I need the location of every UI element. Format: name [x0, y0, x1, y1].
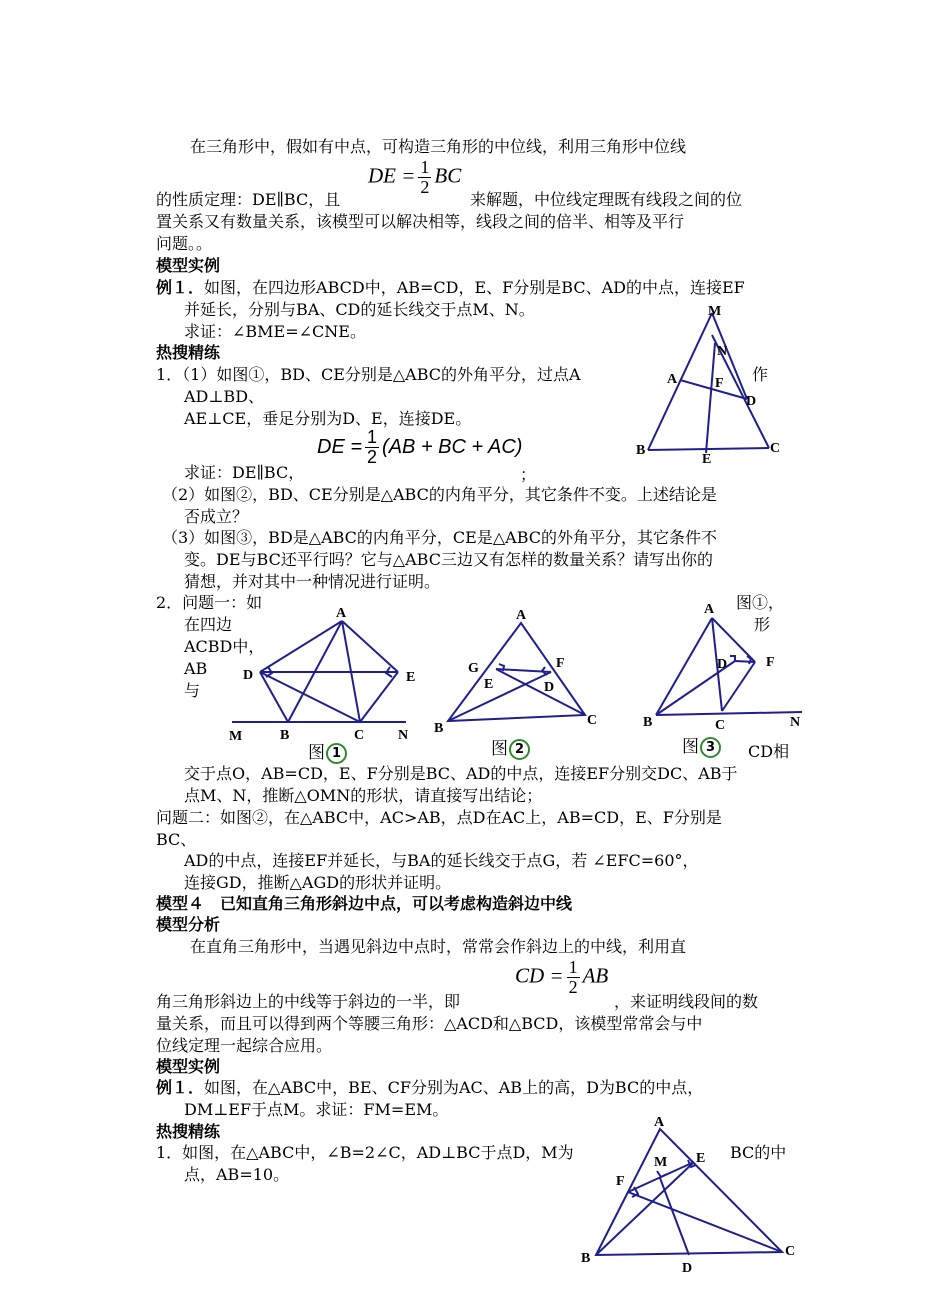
- model4-practice-heading: 热搜精练: [156, 1122, 221, 1141]
- label-C: C: [715, 718, 726, 733]
- q2-line-f: 连接GD，推断△AGD的形状并证明。: [184, 873, 452, 892]
- q2-fragment-b: 在四边: [184, 615, 233, 634]
- model4-example-heading: 模型实例: [156, 1057, 221, 1076]
- practice-1-line-3: AE⊥CE，垂足分别为D、E，连接DE。: [184, 409, 472, 428]
- figure-3-triangle: [640, 598, 810, 733]
- label-D: D: [682, 1261, 693, 1276]
- label-B: B: [280, 728, 290, 743]
- q2-right-3: CD相: [748, 742, 790, 761]
- model4-line-3: 量关系，而且可以得到两个等腰三角形：△ACD和△BCD，该模型常常会与中: [156, 1014, 703, 1033]
- label-B: B: [434, 721, 444, 736]
- model4-example-line-1: 例１．如图，在△ABC中，BE、CF分别为AC、AB上的高，D为BC的中点，: [156, 1078, 704, 1097]
- fraction: $\frac{1}{2}$: [420, 157, 430, 197]
- label-D: D: [746, 394, 757, 409]
- caption-fig-2: 图 2: [491, 734, 530, 760]
- practice-2-line-1: （2）如图②，BD、CE分别是△ABC的内角平分，其它条件不变。上述结论是: [162, 485, 717, 504]
- example-label: 例１．: [156, 278, 205, 297]
- label-F: F: [766, 655, 775, 670]
- q2-right-2: 形: [754, 615, 771, 634]
- label-F: F: [616, 1174, 625, 1189]
- practice-1-zuo: 作: [752, 365, 769, 384]
- label-A: A: [516, 608, 527, 623]
- label-M: M: [654, 1155, 668, 1170]
- intro-line-3: 置关系又有数量关系，该模型可以解决相等，线段之间的倍半、相等及平行: [156, 212, 685, 231]
- model4-practice-line-2: 点，AB=10。: [184, 1165, 290, 1184]
- model4-title: 模型４ 已知直角三角形斜边中点，可以考虑构造斜边中线: [156, 894, 573, 913]
- label-C: C: [785, 1244, 796, 1259]
- label-B: B: [636, 443, 646, 458]
- label-N: N: [790, 715, 801, 730]
- model4-line-1: 在直角三角形中，当遇见斜边中点时，常常会作斜边上的中线，利用直: [190, 937, 687, 956]
- q2-fragment-a: 2．问题一：如: [156, 593, 263, 612]
- label-F: F: [556, 656, 565, 671]
- label-E: E: [702, 452, 712, 467]
- heading-model-example: 模型实例: [156, 256, 221, 275]
- q2-line-a: 交于点O，AB=CD，E、F分别是BC、AD的中点，连接EF分别交DC、AB于: [184, 764, 738, 783]
- example-1-line-3: 求证：∠BME=∠CNE。: [184, 322, 366, 341]
- practice-1-line-2: AD⊥BD、: [184, 387, 265, 406]
- q2-line-d: BC、: [156, 830, 197, 849]
- label-C: C: [770, 441, 781, 456]
- label-C: C: [354, 728, 365, 743]
- label-A: A: [704, 602, 715, 617]
- model4-example-line-2: DM⊥EF于点M。求证：FM=EM。: [184, 1100, 449, 1119]
- model4-analysis-heading: 模型分析: [156, 915, 221, 934]
- figure-1-quadrilateral: [228, 605, 416, 744]
- figure-2-triangle: [432, 605, 602, 735]
- q2-line-b: 点M、N，推断△OMN的形状，请直接写出结论；: [184, 786, 543, 805]
- label-N: N: [398, 728, 409, 743]
- model4-line-2a: 角三角形斜边上的中线等于斜边的一半，即: [156, 992, 461, 1011]
- intro-line-2a: 的性质定理：DE∥BC，且: [156, 190, 341, 209]
- practice-2-line-2: 否成立？: [184, 507, 249, 526]
- circle-number-2: 2: [509, 739, 530, 760]
- label-F: F: [715, 376, 724, 391]
- caption-fig-1: 图 1: [308, 738, 347, 764]
- circle-number-3: 3: [700, 737, 721, 758]
- label-B: B: [581, 1251, 591, 1266]
- label-M: M: [708, 304, 722, 319]
- label-E: E: [406, 670, 416, 685]
- heading-practice: 热搜精练: [156, 343, 221, 362]
- formula-rhs: BC: [434, 163, 462, 188]
- figure-triangle-heights: [578, 1112, 798, 1276]
- intro-line-1: 在三角形中，假如有中点，可构造三角形的中位线，利用三角形中位线: [190, 137, 687, 156]
- label-E: E: [696, 1151, 706, 1166]
- q2-line-e: AD的中点，连接EF并延长，与BA的延长线交于点G，若 ∠EFC=60°，: [184, 851, 699, 870]
- model4-practice-line-1: 1．如图，在△ABC中，∠B=2∠C，AD⊥BC于点D，M为: [156, 1143, 574, 1162]
- label-A: A: [667, 372, 678, 387]
- practice-3-line-1: （3）如图③，BD是△ABC的内角平分，CE是△ABC的外角平分，其它条件不: [162, 528, 718, 547]
- label-E: E: [484, 677, 494, 692]
- formula-de-perimeter: DE = $\frac{1}{2}$ (AB + BC + AC): [317, 427, 523, 467]
- label-D: D: [717, 657, 728, 672]
- practice-3-line-3: 猜想，并对其中一种情况进行证明。: [184, 572, 441, 591]
- label-B: B: [643, 715, 653, 730]
- intro-line-2b: 来解题，中位线定理既有线段之间的位: [470, 190, 743, 209]
- intro-line-4: 问题。。: [156, 234, 213, 253]
- label-G: G: [468, 661, 479, 676]
- circle-number-1: 1: [326, 743, 347, 764]
- q2-line-c: 问题二：如图②，在△ABC中，AC>AB，点D在AC上，AB=CD，E、F分别是: [156, 808, 722, 827]
- label-A: A: [336, 606, 347, 621]
- formula-lhs: DE =: [368, 163, 416, 188]
- label-D: D: [544, 680, 555, 695]
- q2-fragment-c: ACBD中，: [184, 637, 265, 656]
- example-1-line-1: 例１．如图，在四边形ABCD中，AB=CD，E、F分别是BC、AD的中点，连接EF: [156, 278, 745, 297]
- practice-3-line-2: 变。DE与BC还平行吗？它与△ABC三边又有怎样的数量关系？请写出你的: [184, 550, 713, 569]
- example-1-line-2: 并延长，分别与BA、CD的延长线交于点M、N。: [184, 300, 535, 319]
- caption-fig-3: 图 3: [682, 732, 721, 758]
- model4-practice-line-1-right: BC的中: [730, 1143, 787, 1162]
- q2-fragment-d: AB: [184, 659, 208, 678]
- formula-de-half-bc: [368, 158, 461, 197]
- practice-1-line-1: 1．（1）如图①，BD、CE分别是△ABC的外角平分，过点A: [156, 365, 581, 384]
- q2-right-1: 图①，: [736, 593, 785, 612]
- q2-fragment-e: 与: [184, 681, 201, 700]
- label-D: D: [243, 668, 254, 683]
- label-M: M: [229, 729, 243, 744]
- practice-1-line-4: 求证：DE∥BC，: [184, 463, 305, 482]
- formula-cd-half-ab: CD = $\frac{1}{2}$ AB: [515, 957, 609, 997]
- practice-1-semicolon: ；: [520, 465, 537, 484]
- model4-line-2b: ，来证明线段间的数: [614, 992, 759, 1011]
- label-A: A: [654, 1115, 665, 1130]
- label-N: N: [717, 344, 728, 359]
- model4-line-4: 位线定理一起综合应用。: [156, 1036, 333, 1055]
- label-C: C: [587, 713, 598, 728]
